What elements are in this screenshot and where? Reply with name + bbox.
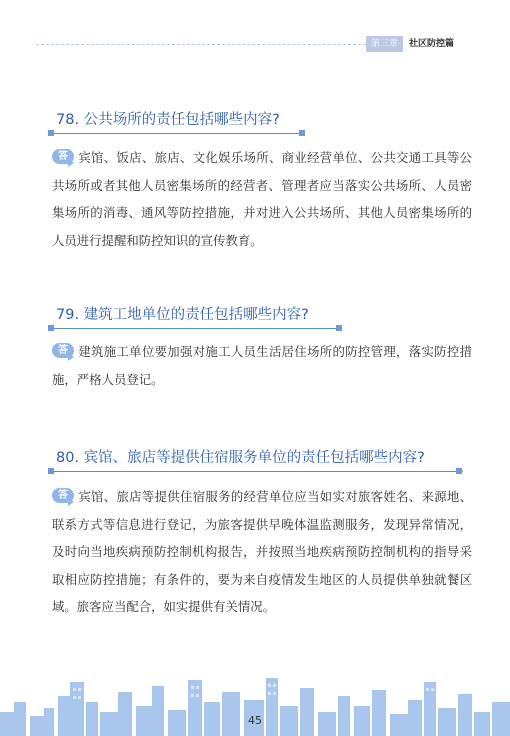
- underline-cap-left: [48, 130, 54, 136]
- chapter-tag: [366, 36, 454, 52]
- question-title: 80. 宾馆、旅店等提供住宿服务单位的责任包括哪些内容?: [56, 450, 425, 466]
- answer-79: [52, 338, 472, 393]
- chapter-number: 第三章: [366, 36, 403, 52]
- underline-cap-right: [336, 325, 342, 331]
- question-title: 78. 公共场所的责任包括哪些内容?: [56, 112, 280, 128]
- underline-cap-right: [456, 468, 462, 474]
- answer-80: [52, 483, 472, 621]
- question-title: 79. 建筑工地单位的责任包括哪些内容?: [56, 307, 309, 323]
- title-underline: [51, 471, 463, 472]
- answer-icon: 答: [52, 488, 74, 505]
- underline-cap-left: [48, 468, 54, 474]
- answer-text: 宾馆、旅店等提供住宿服务的经营单位应当如实对旅客姓名、来源地、联系方式等信息进行登记，为旅客提供早晚体温监测服务，发现异常情况，及时向当地疾病预防控制机构报告，并按照当地疾病预防控制机构的指导采取相应防控措施；有条件的，要为来自疫情发生地区的人员提供单独就餐区域。旅客应当配合，如实提供有关情况。: [52, 489, 472, 614]
- answer-icon: 答: [52, 343, 74, 360]
- answer-icon: 答: [52, 149, 74, 166]
- title-underline: [51, 328, 341, 329]
- answer-text: 宾馆、饭店、旅店、文化娱乐场所、商业经营单位、公共交通工具等公共场所或者其他人员密集场所的经营者、管理者应当落实公共场所、人员密集场所的消毒、通风等防控措施，并对进入公共场所、其他人员密集场所的人员进行提醒和防控知识的宣传教育。: [52, 150, 472, 248]
- title-underline: [51, 133, 301, 134]
- chapter-title: 社区防控篇: [409, 39, 455, 49]
- answer-78: [52, 144, 472, 254]
- answer-text: 建筑施工单位要加强对施工人员生活居住场所的防控管理，落实防控措施，严格人员登记。: [52, 344, 472, 387]
- underline-cap-right: [299, 130, 305, 136]
- header-divider: [36, 44, 366, 45]
- page-number: 45: [248, 714, 262, 727]
- underline-cap-left: [48, 325, 54, 331]
